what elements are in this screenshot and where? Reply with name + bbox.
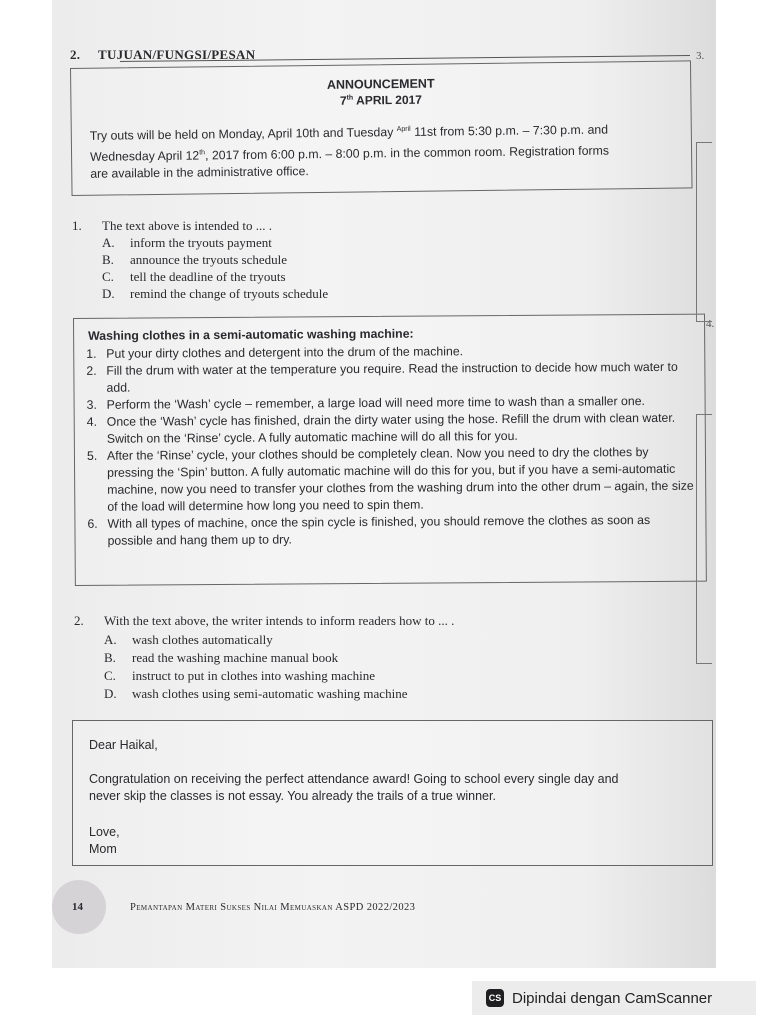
letter-box — [72, 720, 713, 866]
question-1-option-b: B. announce the tryouts schedule — [102, 252, 288, 267]
question-1: 1. The text above is intended to ... . — [72, 218, 273, 233]
letter-body: Congratulation on receiving the perfect attendance award! Going to school every single day and never skip the classes is not essay. You already the trails of a true winner. — [89, 772, 619, 803]
washing-steps — [86, 342, 695, 550]
next-column-frame — [696, 142, 712, 322]
question-2-option-c: C. instruct to put in clothes into washing machine — [104, 668, 375, 683]
washing-step: 1. Put your dirty clothes and detergent into the drum of the machine. — [86, 344, 464, 361]
next-column-frame — [696, 414, 712, 664]
question-2-option-a: A. wash clothes automatically — [104, 632, 273, 647]
question-2: 2. With the text above, the writer intends to inform readers how to ... . — [74, 613, 455, 628]
washing-step: 2. Fill the drum with water at the temperature you require. Read the instruction to decide how much water to add. — [86, 359, 678, 395]
announcement-date: 7th APRIL 2017 — [339, 92, 422, 108]
footer-title: Pemantapan Materi Sukses Nilai Memuaskan ASPD 2022/2023 — [130, 902, 416, 913]
washing-step: 4. Once the ‘Wash’ cycle has finished, drain the dirty water using the hose. Refill the drum with clean water. Switch on the ‘Rinse’ cycle. A fully automatic machine will do all this for you. — [86, 410, 676, 446]
announcement-title: ANNOUNCEMENT — [326, 76, 435, 92]
camscanner-label: Dipindai dengan CamScanner — [512, 989, 713, 1007]
washing-step: 6. With all types of machine, once the spin cycle is finished, you should remove the clothes as soon as possible and hang them up to dry. — [87, 512, 651, 548]
letter-closing: Love, — [89, 825, 120, 839]
letter-signature: Mom — [89, 842, 117, 856]
announcement-body: Try outs will be held on Monday, April 10th and Tuesday $^{April}$ 11st from 5:30 p.m. – 7:30 p.m. and Wednesday April 12th, 2017 from 6:00 p.m. – 8:00 p.m. in the common room. Registration forms are available in the administrative office. — [89, 122, 610, 181]
question-2-option-d: D. wash clothes using semi-automatic washing machine — [104, 686, 408, 701]
washing-step: 5. After the ‘Rinse’ cycle, your clothes should be completely clean. Now you need to dry the clothes by pressing the ‘Spin’ button. A fully automatic machine will do this for you, but if you have a semi-automatic machine, now you need to transfer your clothes from the washing drum into the other drum – again, the size of the load will determine how long you need to spin them. — [86, 444, 694, 514]
camscanner-badge — [472, 981, 756, 1015]
margin-number-3: 3. — [696, 50, 705, 62]
margin-number-4: 4. — [706, 318, 715, 330]
letter-greeting: Dear Haikal, — [89, 738, 158, 752]
washing-instructions-box — [73, 314, 707, 586]
announcement-box — [70, 60, 693, 196]
section-number: 2. — [70, 47, 81, 62]
question-1-option-d: D. remind the change of tryouts schedule — [102, 286, 329, 301]
question-2-option-b: B. read the washing machine manual book — [104, 650, 339, 665]
camscanner-icon: CS — [486, 989, 504, 1007]
question-1-option-a: A. inform the tryouts payment — [102, 235, 272, 250]
page-number: 14 — [72, 901, 83, 913]
section-title: TUJUAN/FUNGSI/PESAN — [98, 47, 256, 62]
washing-step: 3. Perform the ‘Wash’ cycle – remember, a large load will need more time to wash than a smaller one. — [86, 394, 645, 412]
question-1-option-c: C. tell the deadline of the tryouts — [102, 269, 286, 284]
washing-title: Washing clothes in a semi-automatic washing machine: — [88, 326, 414, 343]
page-margin — [716, 0, 768, 968]
